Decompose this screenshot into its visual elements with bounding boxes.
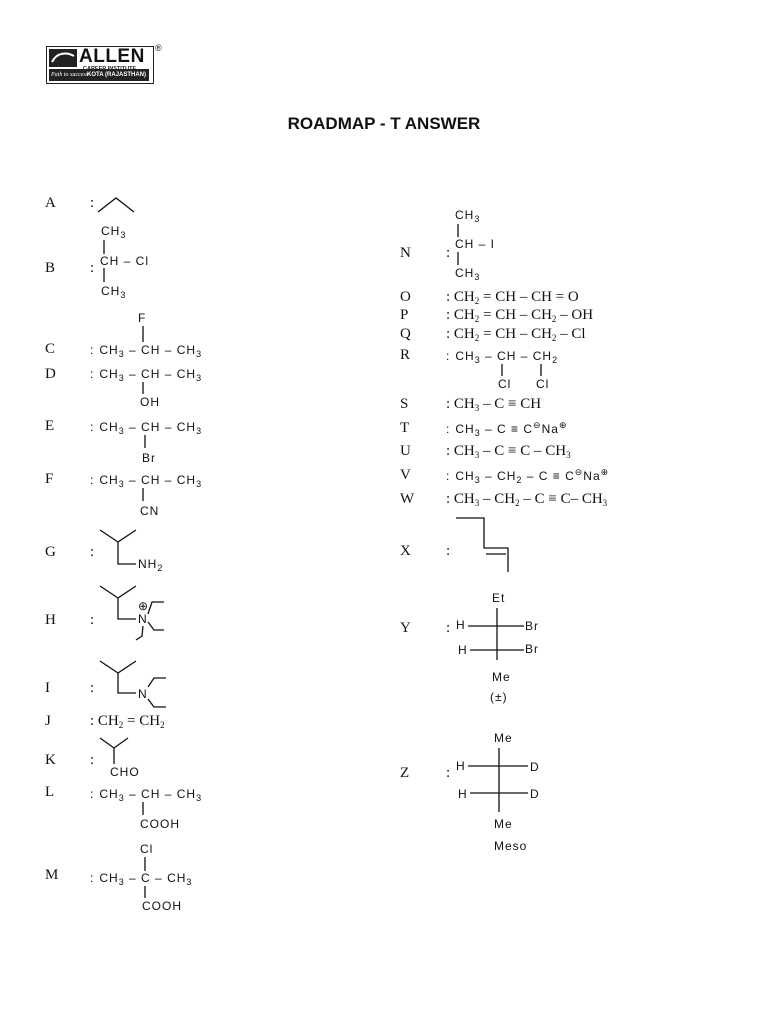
structure-a-propane [96,194,140,218]
bond-line [118,673,136,693]
label-w: W [400,491,415,507]
structure-r-dichloropropane [446,347,576,393]
logo-line1: CAREER INSTITUTE [83,66,137,72]
colon-y: : [446,620,451,636]
label-o: O [400,289,411,305]
n-ch3-bottom: $CH_3$ [455,266,481,282]
structure-j-ethene: : $CH_2 = CH_2$ [90,713,165,730]
label-p: P [400,307,409,323]
b-ch-cl: CH – Cl [100,254,150,268]
f-cn: CN [140,504,160,518]
structure-g-isobutylamine [96,528,176,574]
label-d: D [45,366,56,382]
e-chain: : $CH_3$ – CH – $CH_3$ [90,420,203,436]
bond-line [148,622,164,630]
k-cho: CHO [110,765,140,779]
l-chain: : $CH_3$ – CH – $CH_3$ [90,787,203,803]
label-g: G [45,544,56,560]
d-oh: OH [140,395,160,409]
structure-u-2-butyne: : $CH_3 - C \equiv C - CH_3$ [446,443,571,460]
z-me-bottom: Me [494,817,513,831]
d-chain: : $CH_3$ – CH – $CH_3$ [90,367,203,383]
structure-n-isopropyl-iodide [452,204,522,286]
structure-p-allyl-alcohol: : $CH_2$ = CH – $CH_2$ – OH [446,307,594,324]
logo-registered: ® [155,43,162,53]
colon-b: : [90,260,95,276]
bond-line [100,661,136,673]
label-l: L [45,784,55,800]
label-u: U [400,443,411,459]
v-chain: : $CH_3 - CH_2 - C \equiv C^⊖Na^\oplus$ [446,467,610,485]
structure-o-acrolein: : $CH_2$ = CH – CH = O [446,289,579,306]
logo-line2: KOTA (RAJASTHAN) [87,72,146,78]
colon-i: : [90,680,95,696]
colon-h: : [90,612,95,628]
structure-w-2-pentyne: : $CH_3 - CH_2 - C \equiv C-$ $CH_3$ [446,491,608,508]
y-h-2: H [458,643,468,657]
structure-y-fischer-projection [452,588,552,710]
label-k: K [45,752,56,768]
structure-i-tertiary-amine [96,657,176,709]
label-f: F [45,471,54,487]
bond-line [118,542,136,564]
label-c: C [45,341,56,357]
colon-g: : [90,544,95,560]
b-ch3-bottom: $CH_3$ [101,284,127,300]
label-s: S [400,396,409,412]
r-chain: : $CH_3$ – CH – $CH_2$ [446,349,559,365]
z-me-top: Me [494,731,513,745]
bond-line [100,586,136,598]
l-cooh: COOH [140,817,180,831]
bond-line [136,626,143,640]
structure-x-cis-alkene [452,514,522,578]
y-racemic: (±) [490,690,508,704]
label-i: I [45,680,50,696]
g-nh2: $NH_2$ [138,557,164,573]
label-y: Y [400,620,411,636]
c-chain: : $CH_3$ – CH – $CH_3$ [90,343,203,359]
allen-logo [46,43,162,84]
y-et: Et [492,591,506,605]
label-j: J [45,713,51,729]
logo-tagline: Path to success [51,72,88,78]
r-cl-1: Cl [498,377,512,391]
z-d-2: D [530,787,540,801]
structure-q-allyl-chloride: : $CH_2$ = CH – $CH_2$ – Cl [446,326,586,343]
structure-t-sodium-propynide [446,418,596,440]
structure-l-isobutyric-acid [90,784,220,834]
label-n: N [400,245,411,261]
z-meso: Meso [494,839,528,853]
m-cooh: COOH [142,899,182,913]
label-v: V [400,467,411,483]
label-m: M [45,867,59,883]
structure-c-2-fluoropropane [90,308,220,358]
label-h: H [45,612,56,628]
h-n: N [138,612,148,626]
colon-z: : [446,765,451,781]
bond-line [148,678,166,687]
label-a: A [45,195,56,211]
bond-line [100,738,128,748]
b-ch3-top: $CH_3$ [101,224,127,240]
bond-line [118,598,136,619]
structure-d-2-propanol [90,366,220,412]
m-chain: : $CH_3$ – C – $CH_3$ [90,871,193,887]
structure-e-2-bromopropane [90,418,220,468]
e-br: Br [142,451,156,465]
page-title: ROADMAP - T ANSWER [287,114,481,133]
structure-v-sodium-butynide [446,465,626,487]
bond-line [100,530,136,542]
y-br-1: Br [525,619,539,633]
t-chain: : $CH_3 - C \equiv C^⊖Na^\oplus$ [446,420,568,438]
y-me: Me [492,670,511,684]
structure-m-chloro-acid [90,838,220,918]
label-r: R [400,347,411,363]
label-b: B [45,260,56,276]
structure-f-isobutyronitrile [90,471,220,521]
h-plus: ⊕ [138,599,150,613]
label-q: Q [400,326,411,342]
structure-h-quaternary-ammonium [96,584,176,640]
y-br-2: Br [525,642,539,656]
bond-line [148,602,164,614]
n-ch-i: CH – I [455,237,496,251]
colon-x: : [446,543,451,559]
colon-n: : [446,245,451,261]
structure-k-isobutyraldehyde [96,736,156,782]
label-z: Z [400,765,410,781]
colon-k: : [90,752,95,768]
z-d-1: D [530,760,540,774]
m-cl: Cl [140,842,154,856]
structure-s-propyne: : $CH_3$ – C ≡ CH [446,396,542,413]
logo-brand: ALLEN [79,46,145,67]
i-n: N [138,687,148,701]
r-cl-2: Cl [536,377,550,391]
structure-b-isopropyl-chloride [96,220,166,300]
z-h-1: H [456,759,466,773]
label-e: E [45,418,55,434]
label-t: T [400,420,410,436]
bond-line [148,699,166,707]
n-ch3-top: $CH_3$ [455,208,481,224]
colon-a: : [90,195,95,211]
bond-line [456,518,508,572]
bond-line [98,198,134,212]
f-chain: : $CH_3$ – CH – $CH_3$ [90,473,203,489]
c-f: F [138,311,147,325]
label-x: X [400,543,411,559]
structure-z-meso-fischer [452,728,552,858]
z-h-2: H [458,787,468,801]
y-h-1: H [456,618,466,632]
